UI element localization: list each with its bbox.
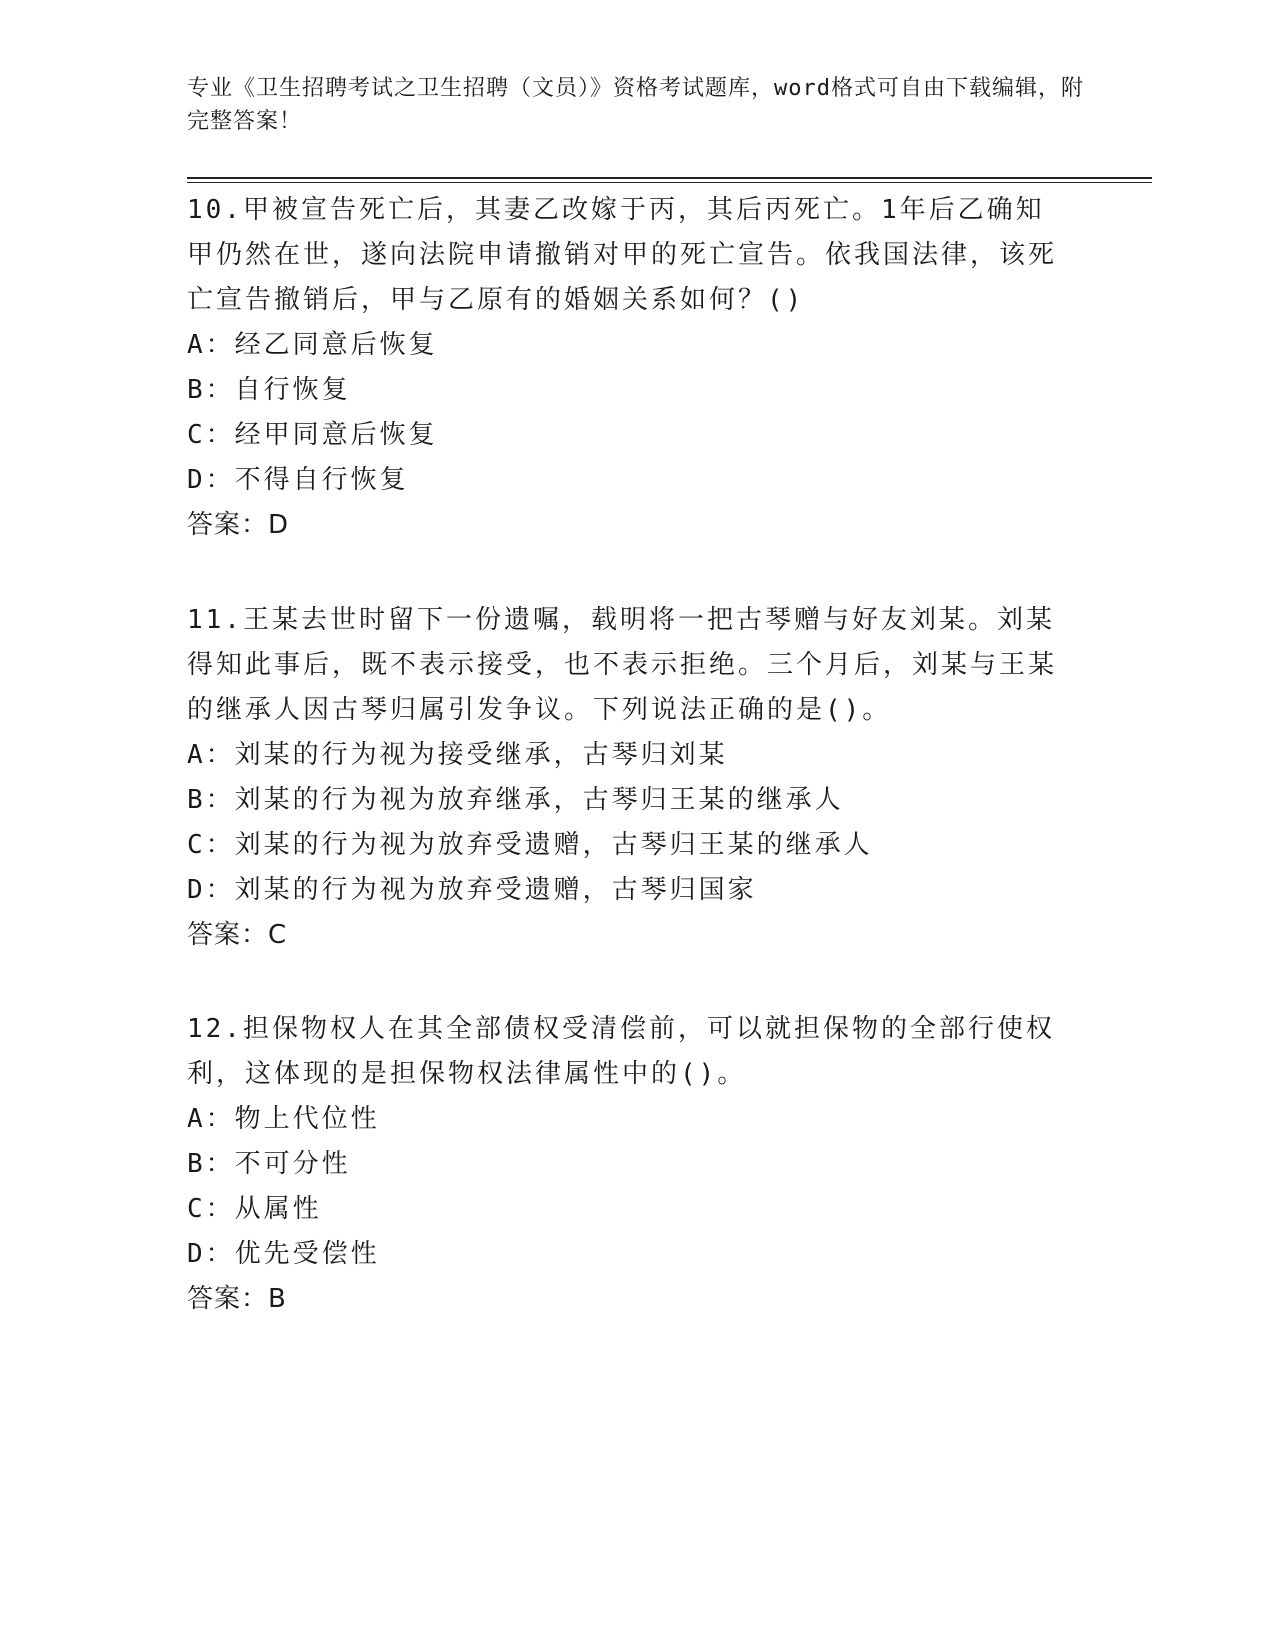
- question-stem: 12.担保物权人在其全部债权受清偿前，可以就担保物的全部行使权利，这体现的是担保物权法律属性中的()。: [187, 1014, 1055, 1089]
- option-d: D：刘某的行为视为放弃受遗赠，古琴归国家: [187, 875, 757, 905]
- option-c: C：经甲同意后恢复: [187, 420, 438, 450]
- option-a: A：经乙同意后恢复: [187, 330, 438, 360]
- question-10: [187, 188, 1067, 548]
- option-b: B：自行恢复: [187, 375, 351, 405]
- question-stem: 11.王某去世时留下一份遗嘱，载明将一把古琴赠与好友刘某。刘某得知此事后，既不表示接受，也不表示拒绝。三个月后，刘某与王某的继承人因古琴归属引发争议。下列说法正确的是()。: [187, 605, 1058, 725]
- option-c: C：从属性: [187, 1194, 322, 1224]
- header-text: 专业《卫生招聘考试之卫生招聘（文员）》资格考试题库，word格式可自由下载编辑，附完整答案！: [187, 76, 1084, 134]
- option-b: B：刘某的行为视为放弃继承，古琴归王某的继承人: [187, 785, 844, 815]
- option-b: B：不可分性: [187, 1149, 351, 1179]
- option-d: D：不得自行恢复: [187, 465, 409, 495]
- question-12: [187, 1007, 1067, 1322]
- question-11: [187, 598, 1067, 958]
- document-header: [187, 72, 1087, 138]
- option-c: C：刘某的行为视为放弃受遗赠，古琴归王某的继承人: [187, 830, 873, 860]
- option-a: A：刘某的行为视为接受继承，古琴归刘某: [187, 740, 728, 770]
- option-d: D：优先受偿性: [187, 1239, 380, 1269]
- answer: 答案：D: [187, 510, 290, 540]
- option-a: A：物上代位性: [187, 1104, 380, 1134]
- question-stem: 10.甲被宣告死亡后，其妻乙改嫁于丙，其后丙死亡。1年后乙确知甲仍然在世，遂向法院申请撤销对甲的死亡宣告。依我国法律，该死亡宣告撤销后，甲与乙原有的婚姻关系如何？(): [187, 195, 1058, 315]
- header-divider: [187, 177, 1152, 179]
- header-divider-thin: [187, 182, 1152, 183]
- answer: 答案：C: [187, 920, 288, 950]
- answer: 答案：B: [187, 1284, 287, 1314]
